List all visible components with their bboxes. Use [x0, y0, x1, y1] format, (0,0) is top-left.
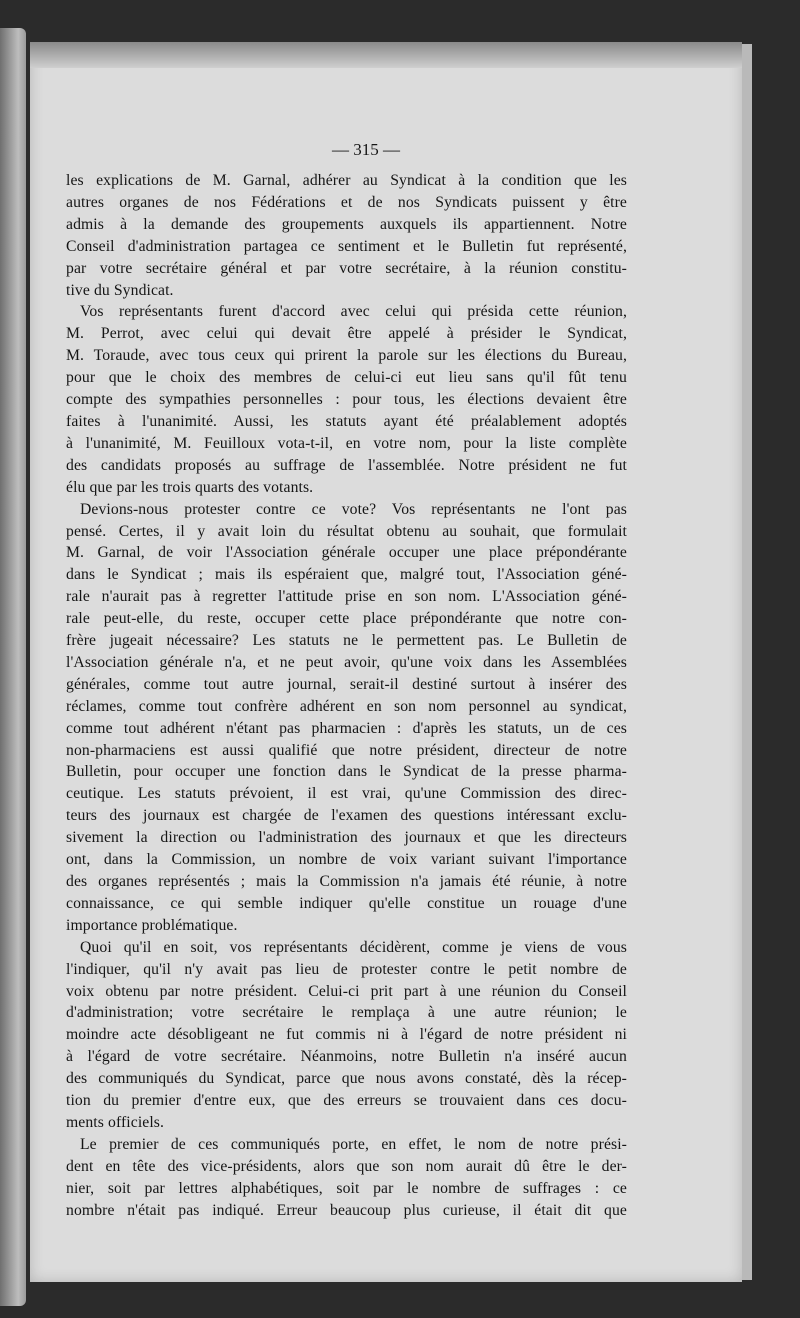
- body-text: [66, 170, 627, 1222]
- text-line: par votre secrétaire général et par votre secrétaire, à la réunion constitu-: [66, 259, 627, 277]
- text-line: Bulletin, pour occuper une fonction dans le Syndicat de la presse pharma-: [66, 763, 627, 781]
- text-line: l'indiquer, qu'il n'y avait pas lieu de protester contre le petit nombre de: [66, 960, 627, 978]
- text-line: ments officiels.: [66, 1113, 165, 1131]
- text-line: d'administration; votre secrétaire le remplaça à une autre réunion; le: [66, 1004, 627, 1022]
- text-line: teurs des journaux est chargée de l'examen des questions intéressant exclu-: [66, 807, 627, 825]
- text-line: des communiqués du Syndicat, parce que nous avons constaté, dès la récep-: [66, 1070, 627, 1088]
- text-line: tion du premier d'entre eux, que des erreurs se trouvaient dans ces docu-: [66, 1092, 627, 1110]
- text-line: rale n'aurait pas à regretter l'attitude prise en son nom. L'Association géné-: [66, 588, 627, 606]
- text-line: compte des sympathies personnelles : pour tous, les élections devaient être: [66, 391, 627, 409]
- text-line: générales, comme tout autre journal, serait-il destiné surtout à insérer des: [66, 675, 627, 693]
- text-line: ont, dans la Commission, un nombre de voix variant suivant l'importance: [66, 851, 627, 869]
- text-line: moindre acte désobligeant ne fut commis ni à l'égard de notre président ni: [66, 1026, 627, 1044]
- facing-page-edge: [0, 28, 26, 1306]
- text-line: rale peut-elle, du reste, occuper cette place prépondérante que notre con-: [66, 610, 627, 628]
- text-line: M. Toraude, avec tous ceux qui prirent la parole sur les élections du Bureau,: [66, 347, 627, 365]
- text-line: autres organes de nos Fédérations et de nos Syndicats puissent y être: [66, 193, 627, 211]
- text-line: Conseil d'administration partagea ce sentiment et le Bulletin fut représenté,: [66, 237, 627, 255]
- text-line: nier, soit par lettres alphabétiques, soit par le nombre de suffrages : ce: [66, 1179, 627, 1197]
- text-line: des candidats proposés au suffrage de l'assemblée. Notre président ne fut: [66, 456, 627, 474]
- text-line: à l'unanimité, M. Feuilloux vota-t-il, en votre nom, pour la liste complète: [66, 434, 627, 452]
- text-line: tive du Syndicat.: [66, 281, 174, 299]
- text-line: Devions-nous protester contre ce vote? Vos représentants ne l'ont pas: [80, 500, 627, 518]
- text-line: non-pharmaciens est aussi qualifié que notre président, directeur de notre: [66, 741, 627, 759]
- page-top-edge: [30, 42, 742, 68]
- text-line: ceutique. Les statuts prévoient, il est vrai, qu'une Commission des direc-: [66, 785, 627, 803]
- text-line: pensé. Certes, il y avait loin du résultat obtenu au souhait, que formulait: [66, 522, 627, 540]
- text-line: connaissance, ce qui semble indiquer qu'elle constitue un rouage d'une: [66, 894, 627, 912]
- text-line: dent en tête des vice-présidents, alors que son nom aurait dû être le der-: [66, 1157, 627, 1175]
- text-line: M. Perrot, avec celui qui devait être appelé à présider le Syndicat,: [66, 325, 627, 343]
- text-line: Le premier de ces communiqués porte, en effet, le nom de notre prési-: [80, 1135, 627, 1153]
- page-number: — 315 —: [332, 140, 400, 159]
- text-line: comme tout adhérent n'étant pas pharmacien : d'après les statuts, un de ces: [66, 719, 627, 737]
- text-line: importance problématique.: [66, 916, 238, 934]
- text-line: à l'égard de votre secrétaire. Néanmoins, notre Bulletin n'a inséré aucun: [66, 1048, 627, 1066]
- text-line: dans le Syndicat ; mais ils espéraient que, malgré tout, l'Association géné-: [66, 566, 627, 584]
- text-line: pour que le choix des membres de celui-ci eut lieu sans qu'il fût tenu: [66, 369, 627, 387]
- text-line: élu que par les trois quarts des votants.: [66, 478, 314, 496]
- text-line: M. Garnal, de voir l'Association générale occuper une place prépondérante: [66, 544, 627, 562]
- text-line: réclames, comme tout confrère adhérent en son nom personnel au syndicat,: [66, 697, 627, 715]
- text-line: l'Association générale n'a, et ne peut avoir, qu'une voix dans les Assemblées: [66, 653, 627, 671]
- text-line: Vos représentants furent d'accord avec celui qui présida cette réunion,: [80, 303, 627, 321]
- text-line: voix obtenu par notre président. Celui-ci prit part à une réunion du Conseil: [66, 982, 627, 1000]
- text-line: frère jugeait nécessaire? Les statuts ne le permettent pas. Le Bulletin de: [66, 632, 627, 650]
- text-line: Quoi qu'il en soit, vos représentants décidèrent, comme je viens de vous: [80, 938, 627, 956]
- text-line: les explications de M. Garnal, adhérer au Syndicat à la condition que les: [66, 172, 627, 189]
- text-line: sivement la direction ou l'administration des journaux et que les directeurs: [66, 829, 627, 847]
- text-line: des organes représentés ; mais la Commission n'a jamais été réunie, à notre: [66, 873, 627, 890]
- text-line: nombre n'était pas indiqué. Erreur beaucoup plus curieuse, il était dit que: [66, 1201, 627, 1219]
- text-line: admis à la demande des groupements auxquels ils appartiennent. Notre: [66, 215, 627, 233]
- text-line: faites à l'unanimité. Aussi, les statuts ayant été préalablement adoptés: [66, 412, 627, 430]
